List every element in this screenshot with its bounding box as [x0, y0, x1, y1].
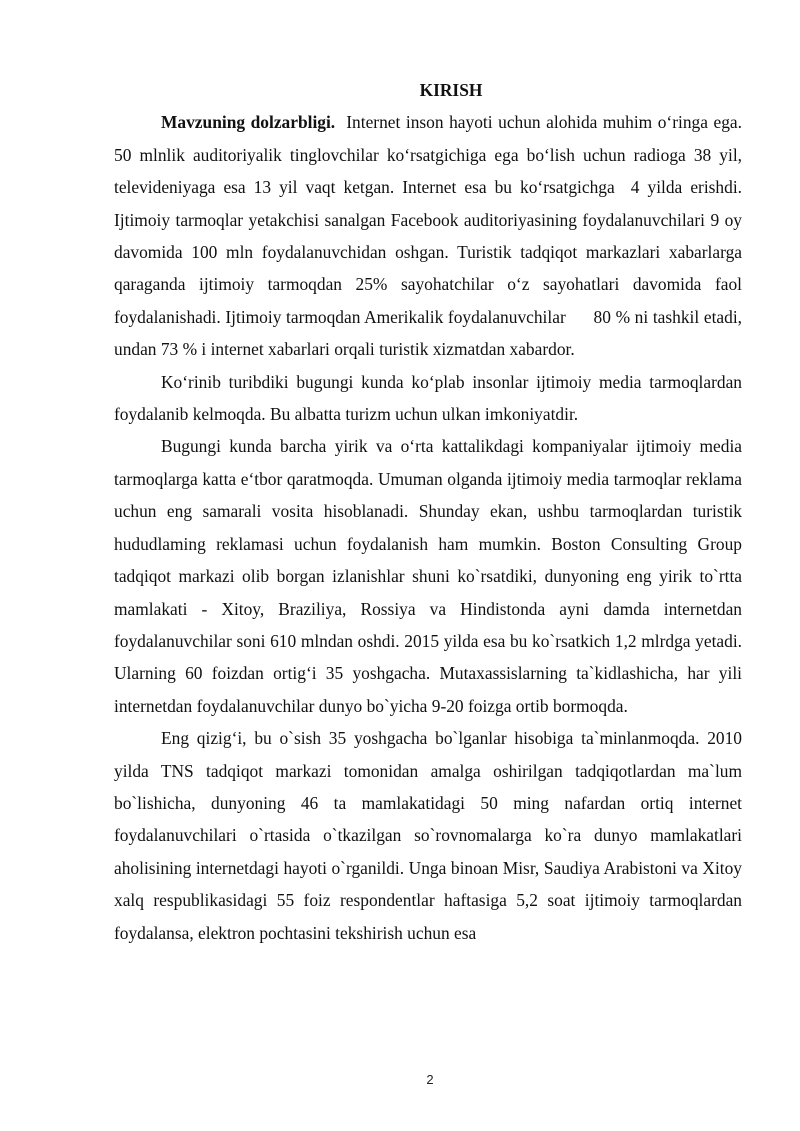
section-title: KIRISH [419, 80, 483, 100]
paragraph-relevance [114, 106, 747, 365]
paragraph-text: Internet inson hayoti uchun alohida muhim o‘ringa ega. 50 mlnlik auditoriyalik tinglovchilar ko‘rsatgichiga ega bo‘lish uchun radioga 38 yil, televideniyaga esa 13 yil vaqt ketgan. Internet esa bu ko‘rsatgichga 4 yilda erishdi. Ijtimoiy tarmoqlar yetakchisi sanalgan Facebook auditoriyasining foydalanuvchilari 9 oy davomida 100 mln foydalanuvchidan oshgan. Turistik tadqiqot markazlari xabarlarga qaraganda ijtimoiy tarmoqdan 25% sayohatchilar o‘z sayohatlari davomida faol foydalanishadi. Ijtimoiy tarmoqdan Amerikalik foydalanuvchilar 80 % ni tashkil etadi, undan 73 % i internet xabarlari orqali turistik xizmatdan xabardor. [114, 112, 747, 360]
paragraph-growth-statistics: Eng qizig‘i, bu o`sish 35 yoshgacha bo`lganlar hisobiga ta`minlanmoqda. 2010 yilda TNS tadqiqot markazi tomonidan amalga oshirilgan tadqiqotlardan ma`lum bo`lishicha, dunyoning 46 ta mamlakatidagi 50 ming nafardan ortiq internet foydalanuvchilari o`rtasida o`tkazilgan so`rovnomalarga ko`ra dunyo mamlakatlari aholisining internetdagi hayoti o`rganildi. Unga binoan Misr, Saudiya Arabistoni va Xitoy xalq respublikasidagi 55 foiz respondentlar haftasiga 5,2 soat ijtimoiy tarmoqlardan foydalansa, elektron pochtasini tekshirish uchun esa [114, 728, 742, 943]
paragraph-social-media-usage: Ko‘rinib turibdiki bugungi kunda ko‘plab insonlar ijtimoiy media tarmoqlardan foydalanib kelmoqda. Bu albatta turizm uchun ulkan imkoniyatdir. [114, 371, 742, 425]
paragraph-lead-heading: Mavzuning dolzarbligi. [161, 112, 336, 133]
page-body [114, 74, 747, 949]
page-number: 2 [426, 1072, 434, 1087]
paragraph-companies-advertising: Bugungi kunda barcha yirik va o‘rta kattalikdagi kompaniyalar ijtimoiy media tarmoqlarga katta e‘tbor qaratmoqda. Umuman olganda ijtimoiy media tarmoqlar reklama uchun eng samarali vosita hisoblanadi. Shunday ekan, ushbu tarmoqlardan turistik hududlaming reklamasi uchun foydalanish ham mumkin. Boston Consulting Group tadqiqot markazi olib borgan izlanishlar shuni ko`rsatdiki, dunyoning eng yirik to`rtta mamlakati - Xitoy, Braziliya, Rossiya va Hindistonda ayni damda internetdan foydalanuvchilar soni 610 mlndan oshdi. 2015 yilda esa bu ko`rsatkich 1,2 mlrdga yetadi. Ularning 60 foizdan ortig‘i 35 yoshgacha. Mutaxassislarning ta`kidlashicha, har yili internetdan foydalanuvchilar dunyo bo`yicha 9-20 foizga ortib bormoqda. [114, 436, 742, 716]
